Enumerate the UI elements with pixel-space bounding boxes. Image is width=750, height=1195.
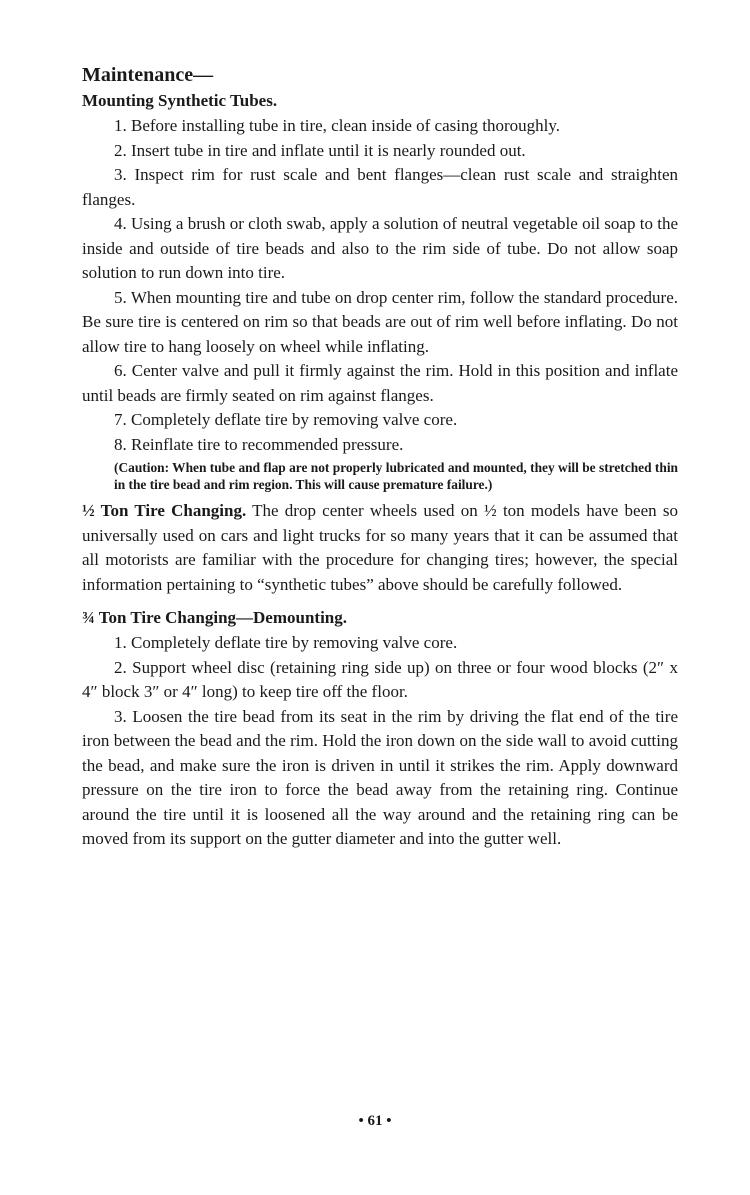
page-title: Maintenance— <box>82 64 214 86</box>
list-item: 7. Completely deflate tire by removing valve core. <box>114 410 458 429</box>
page-number: • 61 • <box>358 1113 392 1129</box>
list-item: 4. Using a brush or cloth swab, apply a solution of neutral vegetable oil soap to the inside and outside of tire beads and also to the rim side of tube. Do not allow soap solution to run down into tire. <box>82 214 678 282</box>
list-item: 1. Completely deflate tire by removing valve core. <box>114 633 458 652</box>
list-item: 6. Center valve and pull it firmly against the rim. Hold in this position and inflate until beads are firmly seated on rim against flanges. <box>82 361 678 405</box>
section-heading-synthetic-tubes: Mounting Synthetic Tubes. <box>82 91 278 110</box>
list-item: 3. Inspect rim for rust scale and bent flanges—clean rust scale and straighten flanges. <box>82 165 678 209</box>
section-heading-three-quarter-ton: ¾ Ton Tire Changing—Demounting. <box>82 608 348 627</box>
list-item: 2. Support wheel disc (retaining ring side up) on three or four wood blocks (2″ x 4″ block 3″ or 4″ long) to keep tire off the floor. <box>82 657 678 701</box>
caution-note: (Caution: When tube and flap are not properly lubricated and mounted, they will be stretched thin in the tire bead and rim region. This will cause premature failure.) <box>114 460 678 492</box>
section-heading-half-ton: ½ Ton Tire Changing. <box>82 501 247 520</box>
document-page <box>82 62 678 852</box>
list-item: 3. Loosen the tire bead from its seat in the rim by driving the flat end of the tire iron between the bead and the rim. Hold the iron down on the side wall to avoid cutting the bead, and make sure the iron is driven in until it strikes the rim. Apply downward pressure on the tire iron to force the bead away from the retaining ring. Continue around the tire until it is loosened all the way around and the retaining ring can be moved from its support on the gutter diameter and into the gutter well. <box>82 706 678 848</box>
half-ton-body: The drop center wheels used on ½ ton models have been so universally used on cars and light trucks for so many years that it can be assumed that all motorists are familiar with the procedure for changing tires; however, the special information pertaining to “synthetic tubes” above should be carefully followed. <box>82 501 678 594</box>
list-item: 1. Before installing tube in tire, clean inside of casing thoroughly. <box>114 116 560 135</box>
half-ton-paragraph <box>82 499 678 597</box>
list-item: 2. Insert tube in tire and inflate until it is nearly rounded out. <box>114 140 526 160</box>
list-item: 5. When mounting tire and tube on drop center rim, follow the standard procedure. Be sure tire is centered on rim so that beads are out of rim well before inflating. Do not allow tire to hang loosely on wheel while inflating. <box>82 287 678 356</box>
list-item: 8. Reinflate tire to recommended pressure. <box>114 434 404 454</box>
